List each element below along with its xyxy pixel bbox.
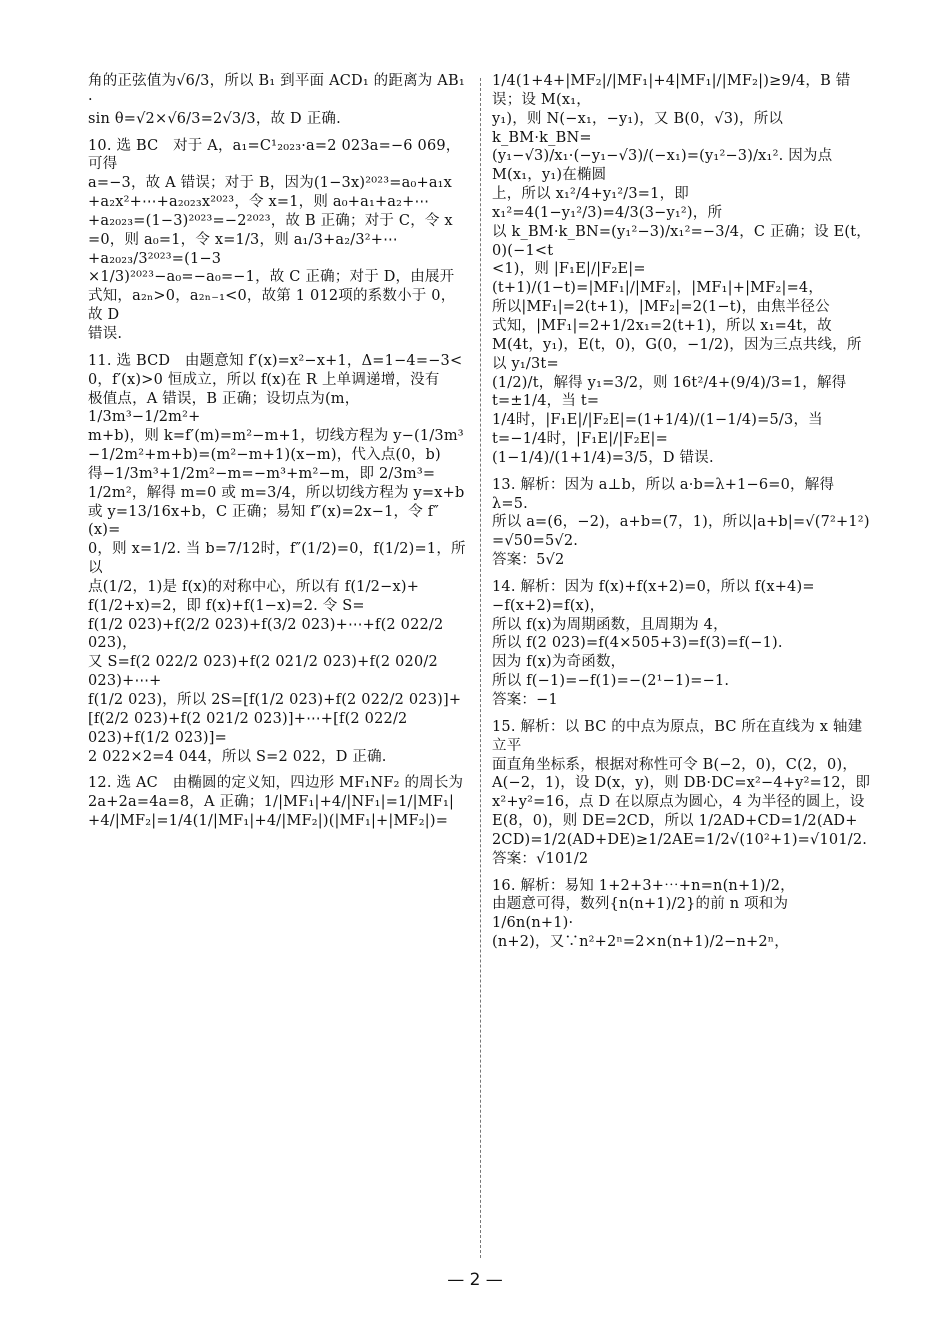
text-line: 11. 选 BCD 由题意知 f′(x)=x²−x+1，Δ=1−4=−3<: [88, 352, 463, 369]
text-line: 1/4(1+4+|MF₂|/|MF₁|+4|MF₁|/|MF₂|)≥9/4，B 错误；设 M(x₁，: [492, 73, 851, 108]
text-line: A(−2，1)，设 D(x，y)，则 DB·DC=x²−4+y²=12，即: [492, 775, 871, 792]
text-line: sin θ=√2×√6/3=2√3/3，故 D 正确.: [88, 110, 341, 127]
text-line: E(8，0)，则 DE=2CD，所以 1/2AD+CD=1/2(AD+: [492, 813, 858, 830]
text-line: 10. 选 BC 对于 A，a₁=C¹₂₀₂₃·a=2 023a=−6 069，可得: [88, 137, 461, 173]
text-line: [f(2/2 023)+f(2 021/2 023)]+⋯+[f(2 022/2 023)+f(1/2 023)]=: [88, 710, 408, 746]
text-line: 因为 f(x)为奇函数，: [492, 654, 626, 671]
page-number: — 2 —: [447, 1270, 503, 1290]
text-line: 1/4时，|F₁E|/|F₂E|=(1+1/4)/(1−1/4)=5/3，当 t=−1/4时，|F₁E|/|F₂E|=: [492, 412, 823, 448]
text-line: y₁)，则 N(−x₁，−y₁)，又 B(0，√3)，所以 k_BM·k_BN=: [492, 110, 784, 146]
text-line: 角的正弦值为√6/3，所以 B₁ 到平面 ACD₁ 的距离为 AB₁ ·: [88, 73, 465, 108]
text-line: (1/2)/t，解得 y₁=3/2，则 16t²/4+(9/4)/3=1，解得 t=±1/4，当 t=: [492, 374, 847, 410]
text-line: 答案：√101/2: [492, 850, 589, 867]
text-line: 2CD)=1/2(AD+DE)≥1/2AE=1/2√(10²+1)=√101/2.: [492, 831, 868, 848]
column-divider: [480, 78, 481, 1258]
text-line: 以 k_BM·k_BN=(y₁²−3)/x₁²=−3/4，C 正确；设 E(t，0)(−1<t: [492, 223, 871, 259]
text-line: 2 022×2=4 044，所以 S=2 022，D 正确.: [88, 748, 387, 765]
text-line: f(1/2+x)=2，即 f(x)+f(1−x)=2. 令 S=: [88, 597, 365, 614]
text-line: =√50=5√2.: [492, 533, 579, 550]
text-line: 2a+2a=4a=8，A 正确；1/|MF₁|+4/|NF₁|=1/|MF₁|: [88, 794, 455, 811]
text-line: M(4t，y₁)，E(t，0)，G(0，−1/2)，因为三点共线，所以 y₁/3t=: [492, 336, 862, 372]
text-line: <1)，则 |F₁E|/|F₂E|=(t+1)/(1−t)=|MF₁|/|MF₂|，|MF₁|+|MF₂|=4，: [492, 261, 824, 297]
text-line: m+b)，则 k=f′(m)=m²−m+1，切线方程为 y−(1/3m³: [88, 428, 464, 445]
text-line: f(1/2 023)+f(2/2 023)+f(3/2 023)+⋯+f(2 022/2 023)，: [88, 616, 444, 652]
text-line: 式知，a₂ₙ>0，a₂ₙ₋₁<0，故第 1 012项的系数小于 0，故 D: [88, 288, 456, 324]
text-line: 错误.: [88, 325, 123, 342]
text-line: 极值点，A 错误，B 正确；设切点为(m，1/3m³−1/2m²+: [88, 390, 360, 426]
text-line: (y₁−√3)/x₁·(−y₁−√3)/(−x₁)=(y₁²−3)/x₁². 因为点 M(x₁，y₁)在椭圆: [492, 148, 833, 184]
right-column: [492, 72, 874, 952]
text-line: −f(x+2)=f(x)，: [492, 597, 605, 614]
text-line: 得−1/3m³+1/2m²−m=−m³+m²−m，即 2/3m³=: [88, 465, 436, 482]
text-line: (1−1/4)/(1+1/4)=3/5，D 错误.: [492, 449, 714, 466]
text-line: 又 S=f(2 022/2 023)+f(2 021/2 023)+f(2 020/2 023)+⋯+: [88, 654, 438, 690]
text-line: 13. 解析：因为 a⊥b，所以 a·b=λ+1−6=0，解得 λ=5.: [492, 476, 835, 512]
text-line: 0，f′(x)>0 恒成立，所以 f(x)在 R 上单调递增，没有: [88, 371, 440, 388]
text-line: 答案：5√2: [492, 552, 565, 569]
text-line: 答案：−1: [492, 692, 558, 708]
text-line: 上，所以 x₁²/4+y₁²/3=1，即 x₁²=4(1−y₁²/3)=4/3(3−y₁²)，所: [492, 186, 723, 221]
text-line: +a₂₀₂₃=(1−3)²⁰²³=−2²⁰²³，故 B 正确；对于 C，令 x: [88, 212, 453, 229]
text-line: ×1/3)²⁰²³−a₀=−a₀=−1，故 C 正确；对于 D，由展开: [88, 269, 455, 286]
text-line: 面直角坐标系，根据对称性可令 B(−2，0)，C(2，0)，: [492, 756, 858, 773]
text-line: x²+y²=16，点 D 在以原点为圆心，4 为半径的圆上，设: [492, 794, 865, 811]
text-line: 所以 f(x)为周期函数，且周期为 4，: [492, 616, 728, 633]
text-line: 1/2m²，解得 m=0 或 m=3/4，所以切线方程为 y=x+b: [88, 484, 465, 501]
text-line: 所以 a=(6，−2)，a+b=(7，1)，所以|a+b|=√(7²+1²): [492, 514, 870, 531]
left-column: [88, 72, 468, 831]
text-line: =0，则 a₀=1，令 x=1/3，则 a₁/3+a₂/3²+⋯+a₂₀₂₃/3²⁰²³=(1−3: [88, 231, 398, 267]
text-line: −1/2m²+m+b)=(m²−m+1)(x−m)，代入点(0，b): [88, 447, 441, 464]
text-line: 0，则 x=1/2. 当 b=7/12时，f″(1/2)=0，f(1/2)=1，所以: [88, 541, 466, 577]
text-line: 15. 解析：以 BC 的中点为原点，BC 所在直线为 x 轴建立平: [492, 718, 863, 754]
text-line: 14. 解析：因为 f(x)+f(x+2)=0，所以 f(x+4)=: [492, 578, 815, 595]
text-line: 点(1/2，1)是 f(x)的对称中心，所以有 f(1/2−x)+: [88, 578, 420, 595]
text-line: a=−3，故 A 错误；对于 B，因为(1−3x)²⁰²³=a₀+a₁x: [88, 175, 453, 192]
text-line: 16. 解析：易知 1+2+3+⋯+n=n(n+1)/2，: [492, 877, 795, 894]
text-line: 12. 选 AC 由椭圆的定义知，四边形 MF₁NF₂ 的周长为: [88, 775, 464, 792]
text-line: 所以 f(2 023)=f(4×505+3)=f(3)=f(−1).: [492, 635, 783, 652]
text-line: 所以 f(−1)=−f(1)=−(2¹−1)=−1.: [492, 673, 730, 690]
text-line: 由题意可得，数列{n(n+1)/2}的前 n 项和为 1/6n(n+1)·: [492, 896, 789, 932]
text-line: 或 y=13/16x+b，C 正确；易知 f″(x)=2x−1，令 f″(x)=: [88, 503, 439, 539]
text-line: +4/|MF₂|=1/4(1/|MF₁|+4/|MF₂|)(|MF₁|+|MF₂|)=: [88, 813, 449, 830]
text-line: 式知，|MF₁|=2+1/2x₁=2(t+1)，所以 x₁=4t，故: [492, 317, 832, 334]
text-line: +a₂x²+⋯+a₂₀₂₃x²⁰²³，令 x=1，则 a₀+a₁+a₂+⋯: [88, 194, 430, 211]
text-line: (n+2)，又∵n²+2ⁿ=2×n(n+1)/2−n+2ⁿ，: [492, 934, 789, 951]
text-line: f(1/2 023)，所以 2S=[f(1/2 023)+f(2 022/2 023)]+: [88, 692, 462, 708]
text-line: 所以|MF₁|=2(t+1)，|MF₂|=2(1−t)，由焦半径公: [492, 299, 830, 316]
